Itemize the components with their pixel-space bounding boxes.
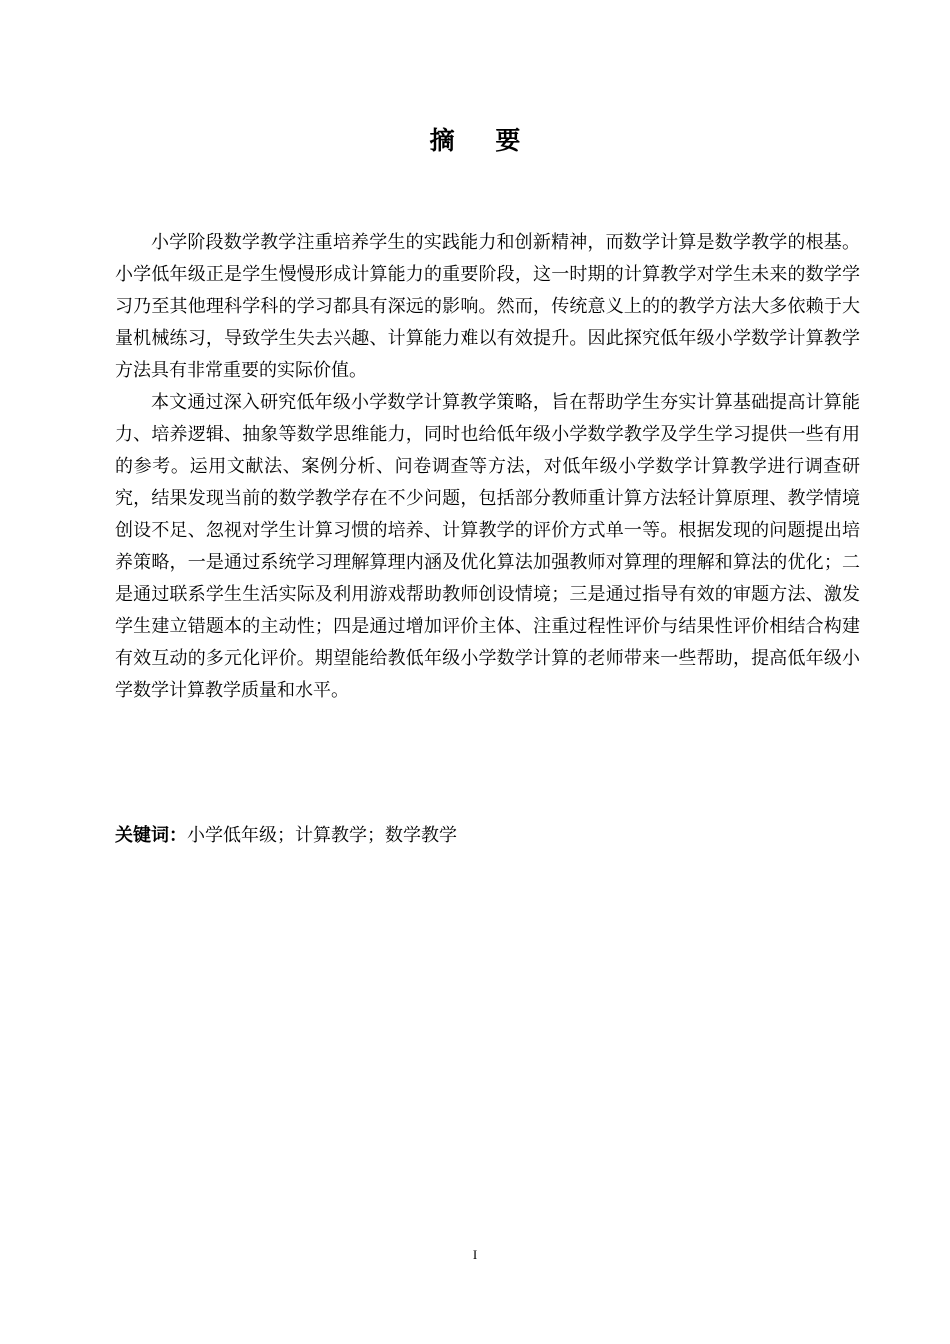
keywords-value: 小学低年级；计算教学；数学教学 [187, 825, 457, 846]
abstract-body [115, 227, 860, 707]
abstract-paragraph-1: 小学阶段数学教学注重培养学生的实践能力和创新精神，而数学计算是数学教学的根基。小学低年级正是学生慢慢形成计算能力的重要阶段，这一时期的计算教学对学生未来的数学学习乃至其他理科学科的学习都具有深远的影响。然而，传统意义上的的教学方法大多依赖于大量机械练习，导致学生失去兴趣、计算能力难以有效提升。因此探究低年级小学数学计算教学方法具有非常重要的实际价值。 [115, 232, 860, 381]
page-title: 摘 要 [429, 126, 537, 155]
page-number: I [472, 1247, 478, 1262]
keywords-label: 关键词： [115, 825, 187, 846]
keywords-line [115, 820, 860, 852]
abstract-paragraph-2: 本文通过深入研究低年级小学数学计算教学策略，旨在帮助学生夯实计算基础提高计算能力、培养逻辑、抽象等数学思维能力，同时也给低年级小学数学教学及学生学习提供一些有用的参考。运用文献法、案例分析、问卷调查等方法，对低年级小学数学计算教学进行调查研究，结果发现当前的数学教学存在不少问题，包括部分教师重计算方法轻计算原理、教学情境创设不足、忽视对学生计算习惯的培养、计算教学的评价方式单一等。根据发现的问题提出培养策略，一是通过系统学习理解算理内涵及优化算法加强教师对算理的理解和算法的优化；二是通过联系学生生活实际及利用游戏帮助教师创设情境；三是通过指导有效的审题方法、激发学生建立错题本的主动性；四是通过增加评价主体、注重过程性评价与结果性评价相结合构建有效互动的多元化评价。期望能给教低年级小学数学计算的老师带来一些帮助，提高低年级小学数学计算教学质量和水平。 [115, 392, 860, 701]
